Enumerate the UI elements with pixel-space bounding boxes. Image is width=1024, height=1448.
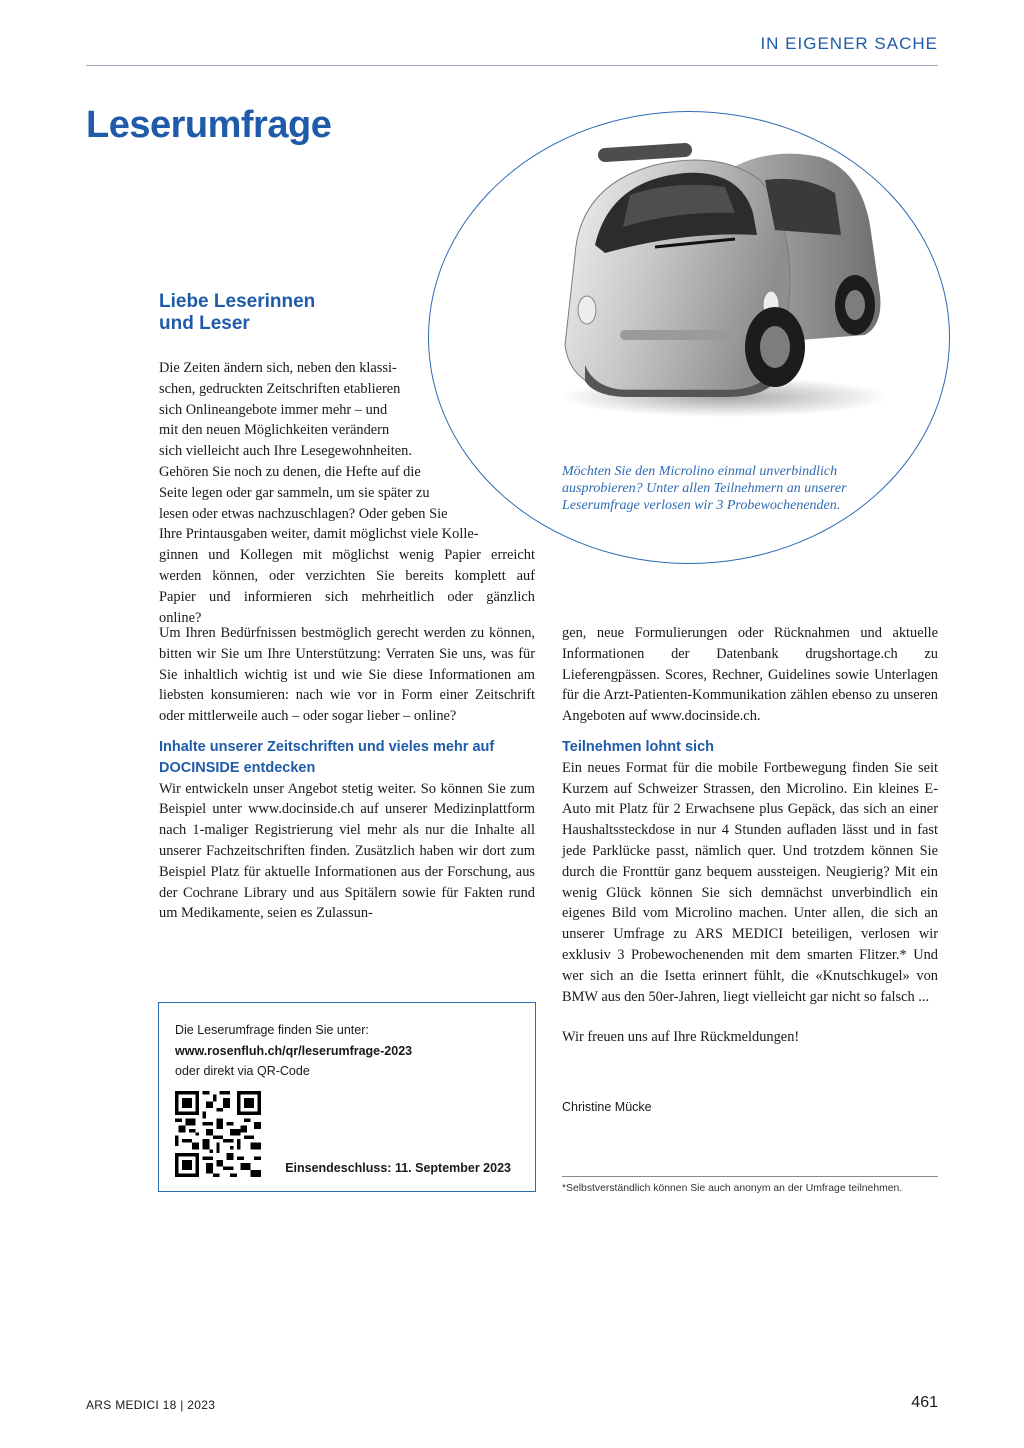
intro-line: schen, gedruckten Zeitschriften etablieren (159, 380, 401, 397)
intro-line: Seite legen oder gar sammeln, um sie später zu (159, 484, 430, 501)
intro-line: sich Onlineangebote immer mehr – und (159, 401, 388, 418)
deadline-text: Einsendeschluss: 11. September 2023 (285, 1161, 511, 1175)
page-number: 461 (911, 1394, 938, 1411)
left-column (159, 623, 535, 924)
qr-code-icon[interactable] (175, 1091, 261, 1177)
survey-qr-hint: oder direkt via QR-Code (175, 1064, 310, 1078)
survey-info-text: Die Leserumfrage finden Sie unter: (175, 1023, 369, 1037)
body-paragraph: Um Ihren Bedürfnissen bestmöglich gerecht werden zu können, bitten wir Sie um Ihre Unterstützung: Verraten Sie uns, was für Sie inhaltlich wichtig ist und wie Sie diese Informationen am liebsten konsumieren: nach wie vor in Form einer Zeitschrift oder mittlerweile auch – oder sogar lieber – online? (159, 625, 535, 725)
right-column (562, 623, 938, 1048)
docinside-subheading: Inhalte unserer Zeitschriften und vieles mehr auf DOCINSIDE entdecken (159, 738, 495, 776)
body-paragraph: Wir entwickeln unser Angebot stetig weiter. So können Sie zum Beispiel unter www.docinside.ch auf unserer Medizinplattform nach 1-maliger Registrierung viel mehr als nur die Inhalte all unserer Fachzeitschriften finden. Zusätzlich haben wir dort zum Beispiel Platz für aktuelle Informationen aus der Forschung, aus der Cochrane Library und aus Spitälern sowie für Fakten rund um Medikamente, seien es Zulassun- (159, 780, 535, 922)
intro-line: mit den neuen Möglichkeiten verändern (159, 422, 390, 439)
page-title: Leserumfrage (86, 104, 332, 146)
body-paragraph: gen, neue Formulierungen oder Rücknahmen und aktuelle Informationen der Datenbank drugshortage.ch zu Lieferengpässen. Scores, Rechner, Guidelines sowie Unterlagen für die Arzt-Patienten-Kommunikation zählen ebenso zu unseren Angeboten auf www.docinside.ch. (562, 625, 938, 725)
intro-line: online? (159, 609, 202, 626)
intro-line: ginnen und Kollegen mit möglichst wenig Papier erreicht (159, 547, 535, 564)
intro-line: Gehören Sie noch zu denen, die Hefte auf die (159, 463, 421, 480)
teilnehmen-subheading: Teilnehmen lohnt sich (562, 738, 714, 755)
section-label: IN EIGENER SACHE (760, 34, 938, 53)
footnote-divider (562, 1176, 938, 1177)
intro-heading: Liebe Leserinnen und Leser (159, 291, 316, 334)
survey-url-link[interactable]: www.rosenfluh.ch/qr/leserumfrage-2023 (175, 1044, 413, 1058)
intro-paragraph (159, 358, 535, 628)
car-microlino-image (535, 135, 895, 420)
journal-issue: ARS MEDICI 18 | 2023 (86, 1398, 216, 1412)
intro-line: Ihre Printausgaben weiter, damit möglichst viele Kolle- (159, 526, 479, 543)
figure-caption: Möchten Sie den Microlino einmal unverbindlich ausprobieren? Unter allen Teilnehmern an unserer Leserumfrage verlosen wir 3 Probewochenenden. (562, 464, 847, 513)
intro-line: sich vielleicht auch Ihre Lesegewohnheiten. (159, 443, 412, 460)
author-signature: Christine Mücke (562, 1100, 652, 1114)
intro-line: Die Zeiten ändern sich, neben den klassi- (159, 360, 397, 376)
intro-line: Papier und informieren sich mehrheitlich oder gänzlich (159, 588, 535, 605)
closing-paragraph: Wir freuen uns auf Ihre Rückmeldungen! (562, 1029, 800, 1046)
header-divider (86, 65, 938, 66)
survey-info-box (158, 1002, 536, 1192)
intro-line: werden können, oder verzichten Sie bereits komplett auf (159, 567, 535, 584)
footnote: *Selbstverständlich können Sie auch anonym an der Umfrage teilnehmen. (562, 1183, 903, 1194)
intro-line: lesen oder etwas nachzuschlagen? Oder geben Sie (159, 505, 448, 522)
body-paragraph: Ein neues Format für die mobile Fortbewegung finden Sie seit Kurzem auf Schweizer Strassen, den Microlino. Ein kleines E-Auto mit Platz für 2 Erwachsene plus Gepäck, das sich an einer Haushaltssteckdose in nur 4 Stunden aufladen lässt und in fast jede Parklücke passt, nämlich quer. Und trotzdem können Sie durch die Fronttür ganz bequem aussteigen. Neugierig? Mit ein wenig Glück können Sie sich demnächst unverbindlich ein eigenes Bild vom Microlino machen. Unter allen, die sich an unserer Umfrage zu ARS MEDICI beteiligen, verlosen wir exklusiv 3 Probewochenenden mit dem smarten Flitzer.* Und wer sich an die Isetta erinnert fühlt, die «Knutschkugel» von BMW aus den 50er-Jahren, liegt vielleicht gar nicht so falsch ... (562, 759, 938, 1005)
